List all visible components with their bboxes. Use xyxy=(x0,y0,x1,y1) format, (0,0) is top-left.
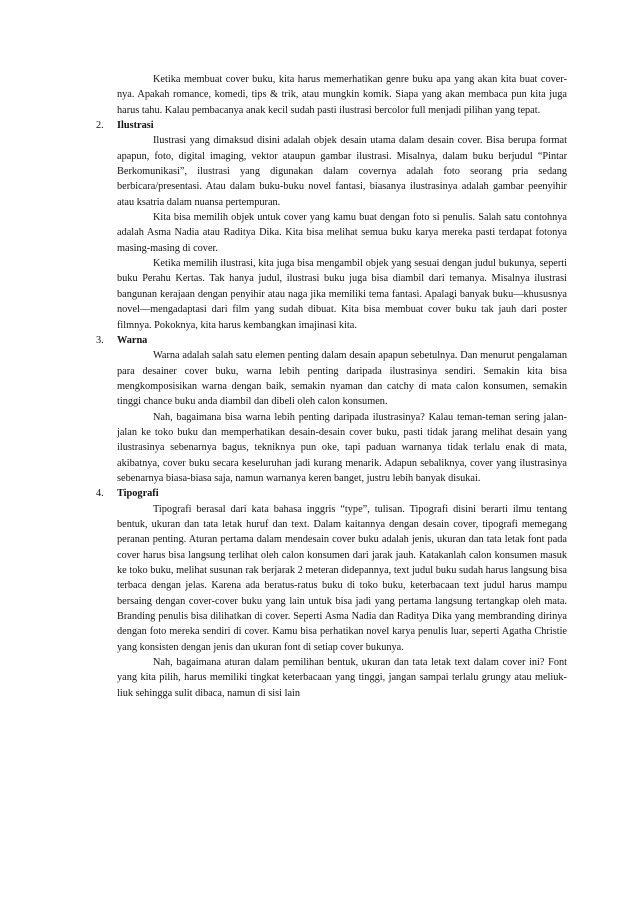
section-ilustrasi xyxy=(0,118,638,333)
section-heading: Warna xyxy=(117,334,148,346)
intro-paragraph: Ketika membuat cover buku, kita harus memerhatikan genre buku apa yang akan kita buat cover-nya. Apakah romance, komedi, tips & trik, atau mungkin komik. Siapa yang akan membaca pun kita juga harus tahu. Kalau pembacanya anak kecil sudah pasti ilustrasi bercolor full menjadi pilihan yang tepat. xyxy=(117,74,567,116)
section-paragraph: Tipografi berasal dari kata bahasa inggris “type”, tulisan. Tipografi disini berarti ilmu tentang bentuk, ukuran dan tata letak huruf dan text. Dalam kaitannya dengan desain cover, tipografi memegang peranan penting. Aturan pertama dalam mendesain cover buku adalah jenis, ukuran dan tata letak font pada cover harus bisa langsung terlihat oleh calon konsumen dari jarak jauh. Katakanlah calon konsumen masuk ke toko buku, melihat susunan rak berjarak 2 meteran didepannya, text judul buku sudah harus langsung bisa terbaca dengan jelas. Karena ada beratus-ratus buku di toko buku, keterbacaan text judul harus mampu bersaing dengan cover-cover buku yang lain untuk bisa jadi yang pertama langsung tertangkap oleh mata. Branding penulis bisa dilihatkan di cover. Seperti Asma Nadia dan Raditya Dika yang membranding dirinya dengan foto mereka sendiri di cover. Kamu bisa perhatikan novel karya penulis luar, seperti Agatha Christie yang konsisten dengan jenis dan ukuran font di setiap cover bukunya. xyxy=(117,503,567,653)
section-heading: Ilustrasi xyxy=(117,120,154,132)
section-paragraph: Ketika memilih ilustrasi, kita juga bisa mengambil objek yang sesuai dengan judul bukunya, seperti buku Perahu Kertas. Tak hanya judul, ilustrasi buku juga bisa diambil dari temanya. Misalnya ilustrasi bangunan kerajaan dengan penyihir atau naga jika memiliki tema fantasi. Apalagi banyak buku—khususnya novel—mengadaptasi dari film yang sudah dibuat. Kita bisa membuat cover buku tak jauh dari poster filmnya. Pokoknya, kita harus kembangkan imajinasi kita. xyxy=(117,258,567,331)
section-number: 2. xyxy=(96,120,104,132)
section-warna xyxy=(0,333,638,486)
section-heading: Tipografi xyxy=(117,488,159,500)
section-paragraph: Ilustrasi yang dimaksud disini adalah objek desain utama dalam desain cover. Bisa berupa format apapun, foto, digital imaging, vektor ataupun gambar ilustrasi. Misalnya, dalam buku berjudul “Pintar Berkomunikasi”, ilustrasi yang digunakan dalam covernya adalah foto seorang pria sedang berbicara/presentasi. Atau dalam buku-buku novel fantasi, biasanya ilustrasinya adalah gambar peenyihir atau ksatria dalam nuansa pertempuran. xyxy=(117,135,567,208)
section-number: 4. xyxy=(96,488,104,500)
section-paragraph: Nah, bagaimana aturan dalam pemilihan bentuk, ukuran dan tata letak text dalam cover ini? Font yang kita pilih, harus memiliki tingkat keterbacaan yang tinggi, jangan sampai terlalu grungy atau meliuk-liuk sehingga sulit dibaca, namun di sisi lain xyxy=(117,657,567,699)
section-paragraph: Warna adalah salah satu elemen penting dalam desain apapun sebetulnya. Dan menurut pengalaman para desainer cover buku, warna lebih penting daripada ilustrasinya sendiri. Semakin kita bisa mengkomposisikan warna dengan baik, semakin nyaman dan catchy di mata calon konsumen, semakin tinggi chance buku anda diambil dan dibeli oleh calon konsumen. xyxy=(117,350,567,408)
section-number: 3. xyxy=(96,334,104,346)
section-paragraph: Kita bisa memilih objek untuk cover yang kamu buat dengan foto si penulis. Salah satu contohnya adalah Asma Nadia atau Raditya Dika. Kita bisa melihat semua buku karya mereka pasti terdapat fotonya masing-masing di cover. xyxy=(117,212,567,254)
section-tipografi xyxy=(0,486,638,701)
section-paragraph: Nah, bagaimana bisa warna lebih penting daripada ilustrasinya? Kalau teman-teman sering jalan-jalan ke toko buku dan memperhatikan desain-desain cover buku, pasti tidak jarang melihat desain yang ilustrasinya sebenarnya bagus, tekniknya pun oke, tapi paduan warnanya tidak terlalu enak di mata, akibatnya, cover buku secara keseluruhan jadi kurang menarik. Adapun sebaliknya, cover yang ilustrasinya sebenarnya biasa-biasa saja, namun warnanya keren banget, justru lebih banyak disukai. xyxy=(117,411,567,484)
document-body xyxy=(0,72,638,701)
